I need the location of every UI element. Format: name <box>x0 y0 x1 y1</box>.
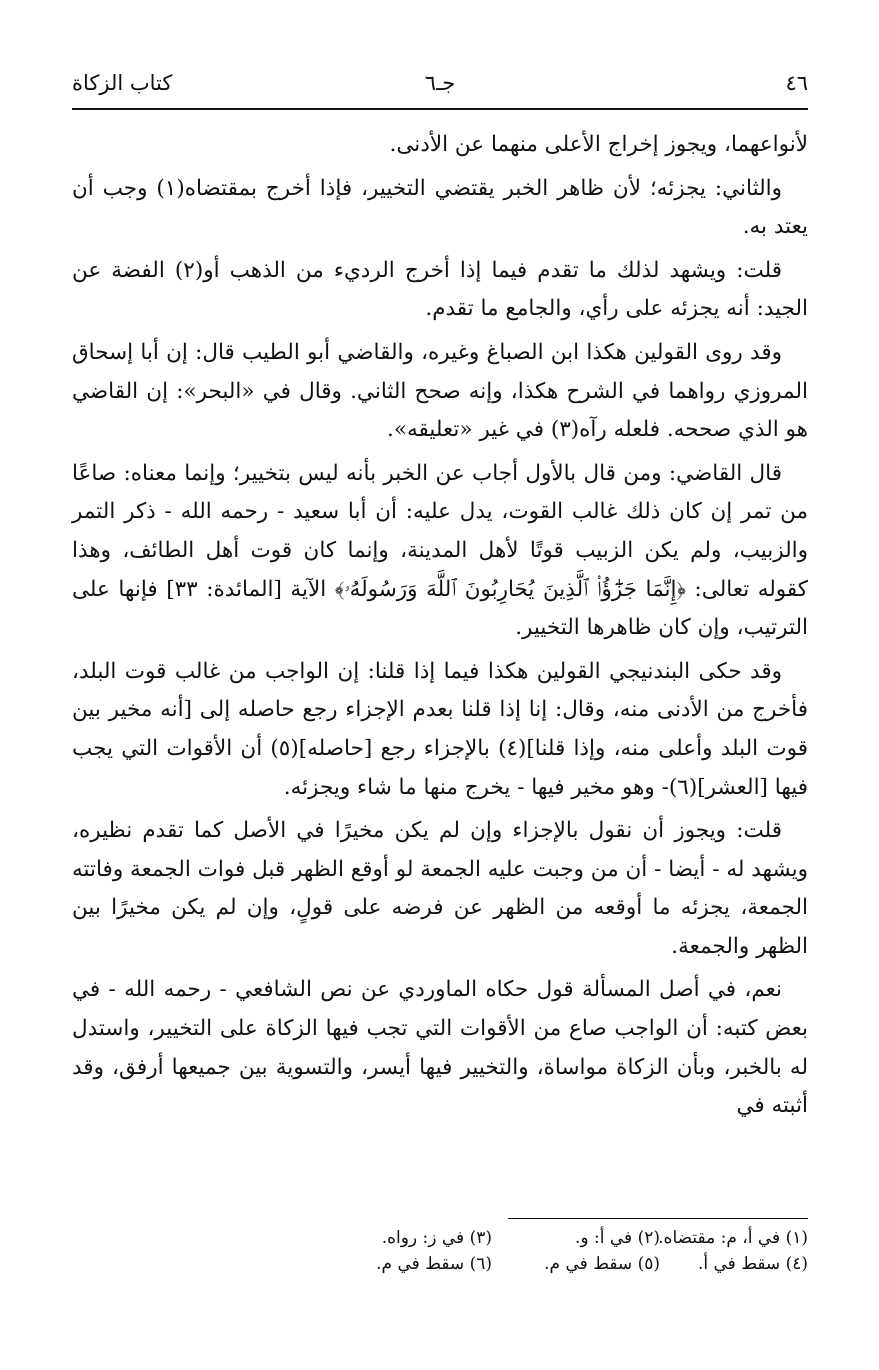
running-header <box>72 60 808 106</box>
paragraph: قلت: ويجوز أن نقول بالإجزاء وإن لم يكن مخيرًا في الأصل كما تقدم نظيره، ويشهد له - أيضا - أن من وجبت عليه الجمعة لو أوقع الظهر قبل فوات الجمعة وفاتته الجمعة، يجزئه ما أوقعه من الظهر عن فرضه على قولٍ، وإن لم يكن مخيرًا بين الظهر والجمعة. <box>72 818 808 959</box>
paragraph: والثاني: يجزئه؛ لأن ظاهر الخبر يقتضي التخيير، فإذا أخرج بمقتضاه(١) وجب أن يعتد به. <box>72 175 808 240</box>
footnote-list <box>72 1225 808 1277</box>
footnote: (٦) سقط في م. <box>376 1254 492 1274</box>
paragraph: وقد حكى البندنيجي القولين هكذا فيما إذا قلنا: إن الواجب من غالب قوت البلد، فأخرج من الأدنى منه، وقال: إنا إذا قلنا بعدم الإجزاء رجع حاصله إلى [أنه مخير بين قوت البلد وأعلى منه، وإذا قلنا](٤) بالإجزاء رجع [حاصله](٥) أن الأقوات التي يجب فيها [العشر](٦)- وهو مخير فيها - يخرج منها ما شاء ويجزئه. <box>72 658 808 800</box>
volume-label: جـ٦ <box>424 71 456 95</box>
footnote: (٢) في أ: و. <box>575 1228 660 1248</box>
header-divider <box>72 108 808 110</box>
footnote-divider <box>508 1218 808 1219</box>
footnotes <box>72 1218 808 1277</box>
paragraph: نعم، في أصل المسألة قول حكاه الماوردي عن نص الشافعي - رحمه الله - في بعض كتبه: أن الواجب صاع من الأقوات التي تجب فيها الزكاة على التخيير، واستدل له بالخبر، وبأن الزكاة مواساة، والتخيير فيها أيسر، والتسوية بين جميعها أرفق، وقد أثبته في <box>72 977 808 1119</box>
book-title: كتاب الزكاة <box>72 71 173 95</box>
paragraph: لأنواعهما، ويجوز إخراج الأعلى منهما عن الأدنى. <box>389 132 808 157</box>
footnote: (٤) سقط في أ. <box>697 1254 808 1274</box>
main-text <box>72 126 808 1126</box>
footnote: (٣) في ز: رواه. <box>381 1228 492 1248</box>
paragraph: قلت: ويشهد لذلك ما تقدم فيما إذا أخرج الرديء من الذهب أو(٢) الفضة عن الجيد: أنه يجزئه على رأي، والجامع ما تقدم. <box>72 257 808 322</box>
footnote: (١) في أ، م: مقتضاه. <box>658 1228 808 1248</box>
footnote: (٥) سقط في م. <box>544 1254 660 1274</box>
paragraph: وقد روى القولين هكذا ابن الصباغ وغيره، والقاضي أبو الطيب قال: إن أبا إسحاق المروزي رواهما في الشرح هكذا، وإنه صحح الثاني. وقال في «البحر»: إن القاضي هو الذي صححه. فلعله رآه(٣) في غير «تعليقه». <box>72 339 808 443</box>
paragraph: قال القاضي: ومن قال بالأول أجاب عن الخبر بأنه ليس بتخيير؛ وإنما معناه: صاعًا من تمر إن كان ذلك غالب القوت، يدل عليه: أن أبا سعيد - رحمه الله - ذكر التمر والزبيب، ولم يكن الزبيب قوتًا لأهل المدينة، وإنما كان قوت أهل الطائف، وهذا كقوله تعالى: ﴿إِنَّمَا جَزَٰٓؤُا۟ ٱلَّذِينَ يُحَارِبُونَ ٱللَّهَ وَرَسُولَهُۥ﴾ الآية [المائدة: ٣٣] فإنها على الترتيب، وإن كان ظاهرها التخيير. <box>72 460 808 641</box>
page-number: ٤٦ <box>785 71 808 95</box>
book-page <box>72 60 808 1131</box>
